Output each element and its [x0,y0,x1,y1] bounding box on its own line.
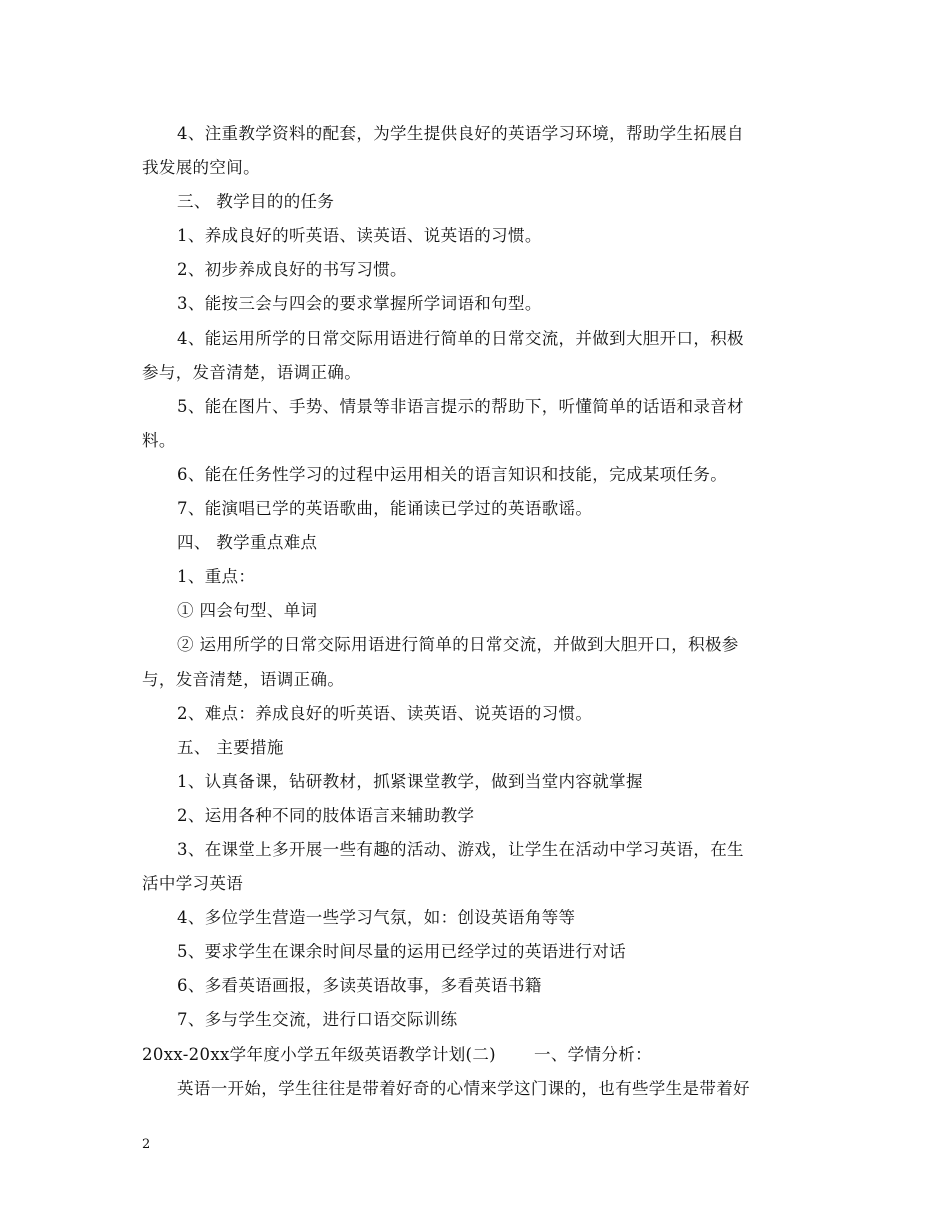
list-item-continuation: 活中学习英语 [142,874,244,894]
list-item: 6、能在任务性学习的过程中运用相关的语言知识和技能，完成某项任务。 [177,464,728,484]
list-item: 2、运用各种不同的肢体语言来辅助教学 [177,805,475,825]
list-item: 3、能按三会与四会的要求掌握所学词语和句型。 [177,294,542,314]
section-heading: 三、 教学目的的任务 [177,192,335,212]
text-line: 我发展的空间。 [142,158,260,178]
section-heading: 四、 教学重点难点 [177,533,318,553]
list-item: ② 运用所学的日常交际用语进行简单的日常交流，并做到大胆开口，积极参 [177,635,739,655]
list-item: 5、要求学生在课余时间尽量的运用已经学过的英语进行对话 [177,942,626,962]
list-item: 7、能演唱已学的英语歌曲，能诵读已学过的英语歌谣。 [177,499,593,519]
list-item: 1、重点： [177,567,256,587]
document-body [142,117,810,1106]
list-item-continuation: 料。 [142,430,176,450]
list-item: ① 四会句型、单词 [177,601,318,621]
list-item-continuation: 与，发音清楚，语调正确。 [142,669,345,689]
page-number: 2 [142,1137,151,1152]
list-item-continuation: 参与，发音清楚，语调正确。 [142,362,362,382]
list-item: 2、难点：养成良好的听英语、读英语、说英语的习惯。 [177,703,593,723]
list-item: 7、多与学生交流，进行口语交际训练 [177,1010,458,1030]
plan-title-line [142,1038,810,1072]
list-item: 1、养成良好的听英语、读英语、说英语的习惯。 [177,226,542,246]
plan-section-heading: 一、学情分析： [533,1044,652,1064]
list-item: 5、能在图片、手势、情景等非语言提示的帮助下，听懂简单的话语和录音材 [177,396,744,416]
text-line: 4、注重教学资料的配套，为学生提供良好的英语学习环境，帮助学生拓展自 [177,124,744,143]
list-item: 3、在课堂上多开展一些有趣的活动、游戏，让学生在活动中学习英语，在生 [177,839,744,859]
list-item: 2、初步养成良好的书写习惯。 [177,260,407,280]
list-item: 6、多看英语画报，多读英语故事，多看英语书籍 [177,976,542,996]
plan-title: 20xx-20xx学年度小学五年级英语教学计划(二) [142,1044,496,1064]
list-item: 4、多位学生营造一些学习气氛，如：创设英语角等等 [177,908,576,928]
list-item: 4、能运用所学的日常交际用语进行简单的日常交流，并做到大胆开口，积极 [177,328,744,348]
section-heading: 五、 主要措施 [177,737,284,757]
list-item: 1、认真备课，钻研教材，抓紧课堂教学，做到当堂内容就掌握 [177,771,643,791]
text-line: 英语一开始，学生往往是带着好奇的心情来学这门课的，也有些学生是带着好 [177,1078,750,1098]
